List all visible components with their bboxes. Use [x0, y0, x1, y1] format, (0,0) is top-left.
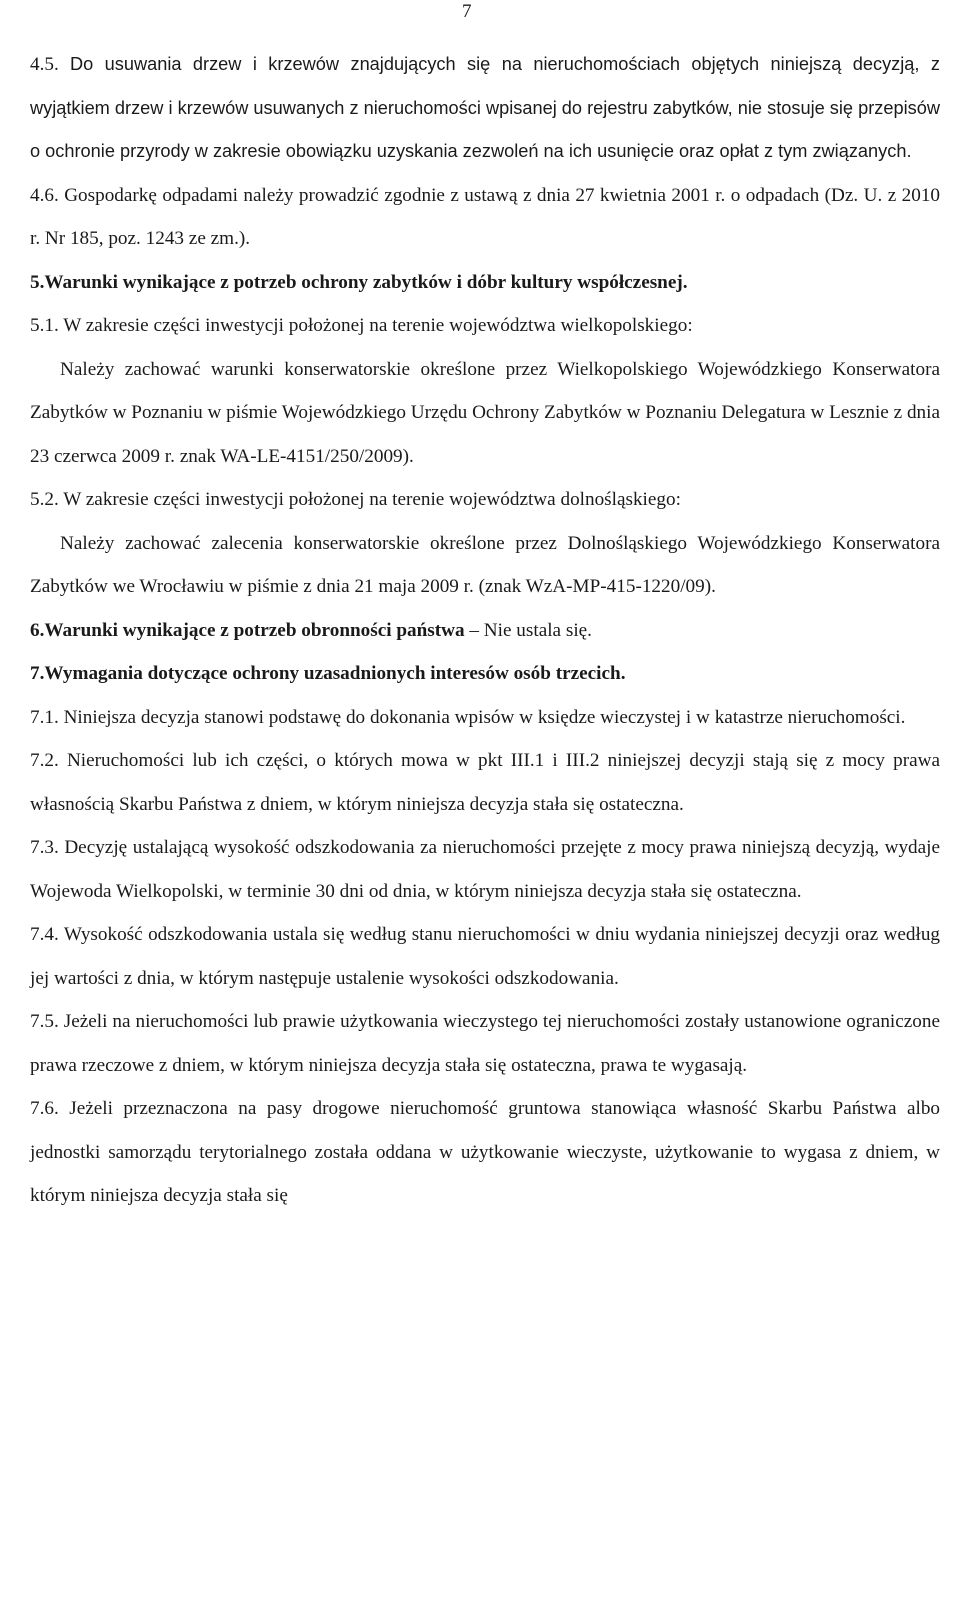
paragraph-text: W zakresie części inwestycji położonej na terenie województwa dolnośląskiego: — [63, 489, 681, 510]
paragraph-7-6 — [30, 1087, 940, 1218]
paragraph-number: 4.6. — [30, 184, 59, 206]
paragraph-7-3 — [30, 826, 940, 913]
paragraph-5-2-body — [30, 522, 940, 609]
heading-number: 7. — [30, 663, 45, 684]
paragraph-7-5 — [30, 1000, 940, 1087]
paragraph-text: Wysokość odszkodowania ustala się według stanu nieruchomości w dniu wydania niniejszej decyzji oraz według jej wartości z dnia, w którym następuje ustalenie wysokości odszkodowania. — [30, 924, 941, 989]
paragraph-7-2 — [30, 739, 940, 826]
heading-text: Wymagania dotyczące ochrony uzasadnionych interesów osób trzecich. — [44, 663, 626, 684]
paragraph-4-5 — [30, 43, 940, 174]
paragraph-5-2 — [30, 478, 940, 522]
paragraph-4-6 — [30, 174, 940, 261]
paragraph-text: Gospodarkę odpadami należy prowadzić zgodnie z ustawą z dnia 27 kwietnia 2001 r. o odpadach (Dz. U. z 2010 r. Nr 185, poz. 1243 ze zm.). — [30, 184, 941, 249]
paragraph-5-1 — [30, 304, 940, 348]
document-body — [30, 43, 940, 1218]
paragraph-text: Nieruchomości lub ich części, o których mowa w pkt III.1 i III.2 niniejszej decyzji stają się z mocy prawa własnością Skarbu Państwa z dniem, w którym niniejsza decyzja stała się ostateczna. — [30, 750, 941, 815]
heading-text: Warunki wynikające z potrzeb obronności państwa — [44, 619, 465, 641]
paragraph-number: 7.4. — [30, 924, 59, 945]
paragraph-text: Decyzję ustalającą wysokość odszkodowania za nieruchomości przejęte z mocy prawa niniejszą decyzją, wydaje Wojewoda Wielkopolski, w terminie 30 dni od dnia, w którym niniejsza decyzja stała się ostateczna. — [30, 837, 941, 902]
section-heading-6 — [30, 609, 940, 653]
paragraph-number: 7.3. — [30, 837, 59, 858]
paragraph-number: 7.5. — [30, 1011, 59, 1032]
page-number: 7 — [462, 1, 472, 22]
heading-text: Warunki wynikające z potrzeb ochrony zabytków i dóbr kultury współczesnej. — [44, 271, 688, 293]
paragraph-text: Jeżeli przeznaczona na pasy drogowe nieruchomość gruntowa stanowiąca własność Skarbu Państwa albo jednostki samorządu terytorialnego została oddana w użytkowanie wieczyste, użytkowanie to wygasa z dniem, w którym niniejsza decyzja stała się — [30, 1098, 941, 1206]
paragraph-text: Należy zachować warunki konserwatorskie określone przez Wielkopolskiego Wojewódzkiego Konserwatora Zabytków w Poznaniu w piśmie Wojewódzkiego Urzędu Ochrony Zabytków w Poznaniu Delegatura w Lesznie z dnia 23 czerwca 2009 r. znak WA-LE-4151/250/2009). — [30, 358, 940, 467]
heading-number: 6. — [30, 619, 45, 641]
paragraph-text: Jeżeli na nieruchomości lub prawie użytkowania wieczystego tej nieruchomości zostały ustanowione ograniczone prawa rzeczowe z dniem, w którym niniejsza decyzja stała się ostateczna, prawa te wygasają. — [30, 1011, 941, 1076]
heading-suffix: – Nie ustala się. — [464, 619, 592, 641]
paragraph-text: Należy zachować zalecenia konserwatorskie określone przez Dolnośląskiego Wojewódzkiego Konserwatora Zabytków we Wrocławiu w piśmie z dnia 21 maja 2009 r. (znak WzA-MP-415-1220/09). — [30, 532, 940, 597]
paragraph-number: 7.2. — [30, 750, 59, 771]
paragraph-number: 7.6. — [30, 1098, 59, 1119]
paragraph-number: 5.1. — [30, 315, 59, 336]
paragraph-text: Do usuwania drzew i krzewów znajdujących się na nieruchomościach objętych niniejszą decyzją, z wyjątkiem drzew i krzewów usuwanych z nieruchomości wpisanej do rejestru zabytków, nie stosuje się przepisów o ochronie przyrody w zakresie obowiązku uzyskania zezwoleń na ich usunięcie oraz opłat z tym związanych. — [30, 54, 940, 161]
paragraph-7-1 — [30, 696, 940, 740]
paragraph-text: Niniejsza decyzja stanowi podstawę do dokonania wpisów w księdze wieczystej i w katastrze nieruchomości. — [63, 706, 906, 728]
paragraph-number: 4.5. — [30, 54, 59, 75]
section-heading-7 — [30, 652, 940, 696]
paragraph-5-1-body — [30, 348, 940, 479]
heading-number: 5. — [30, 271, 45, 293]
paragraph-text: W zakresie części inwestycji położonej na terenie województwa wielkopolskiego: — [63, 315, 693, 336]
paragraph-number: 5.2. — [30, 489, 59, 510]
section-heading-5 — [30, 261, 940, 305]
paragraph-number: 7.1. — [30, 706, 59, 728]
paragraph-7-4 — [30, 913, 940, 1000]
